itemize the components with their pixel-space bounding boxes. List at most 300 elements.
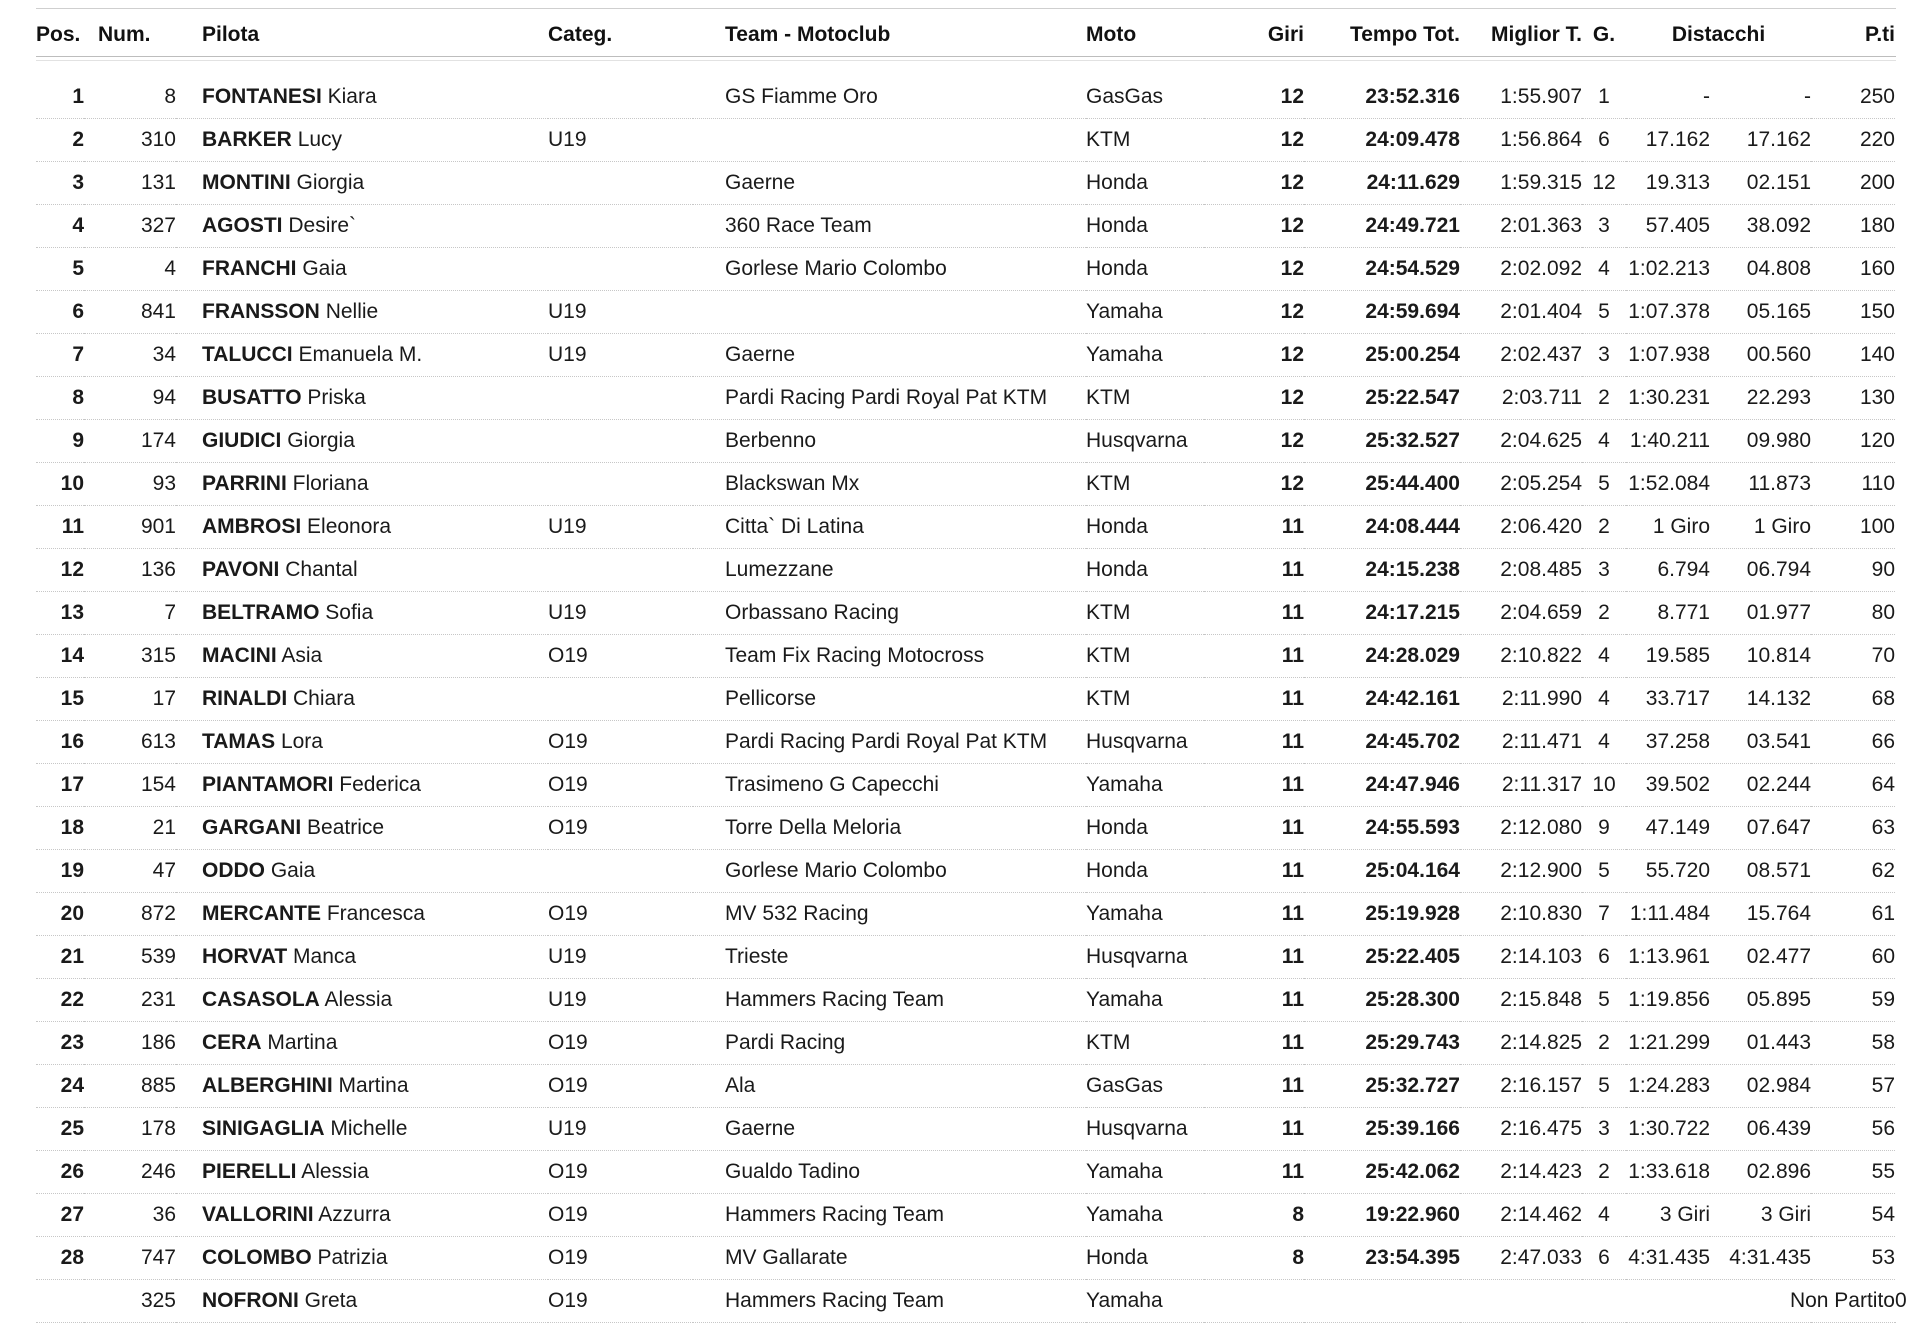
cell-distacco-precedente: 06.794 (1710, 549, 1811, 592)
cell-distacco-precedente: 11.873 (1710, 463, 1811, 506)
cell-num: 310 (84, 119, 176, 162)
pilot-name: Greta (304, 1289, 358, 1312)
cell-punti: 66 (1811, 721, 1895, 764)
cell-pilota (176, 592, 548, 635)
results-body (36, 56, 1907, 1323)
cell-num: 131 (84, 162, 176, 205)
cell-distacco-precedente: 15.764 (1710, 893, 1811, 936)
cell-distacco-primo: 17.162 (1626, 119, 1710, 162)
cell-moto: Honda (1086, 1237, 1204, 1280)
cell-pos: 15 (36, 678, 84, 721)
cell-giri: 12 (1204, 420, 1304, 463)
cell-team: Ala (693, 1065, 1086, 1108)
cell-giri: 11 (1204, 1108, 1304, 1151)
cell-tempo: 25:29.743 (1304, 1022, 1460, 1065)
cell-categ: O19 (548, 764, 693, 807)
pilot-name: Asia (281, 644, 323, 667)
cell-punti: 90 (1811, 549, 1895, 592)
pilot-name: Desire` (288, 214, 357, 237)
cell-pilota (176, 893, 548, 936)
cell-distacco-precedente: 07.647 (1710, 807, 1811, 850)
pilot-name: Alessia (301, 1160, 369, 1183)
pilot-surname: TALUCCI (202, 343, 293, 366)
cell-pilota (176, 1022, 548, 1065)
cell-miglior: 2:04.625 (1460, 420, 1582, 463)
table-row (36, 635, 1896, 678)
cell-categ: O19 (548, 1194, 693, 1237)
cell-pos: 12 (36, 549, 84, 592)
cell-punti: 60 (1811, 936, 1895, 979)
cell-punti: 180 (1811, 205, 1895, 248)
cell-giri: 12 (1204, 248, 1304, 291)
cell-miglior: 2:01.363 (1460, 205, 1582, 248)
cell-tempo: 25:44.400 (1304, 463, 1460, 506)
cell-categ (548, 420, 693, 463)
cell-giri: 12 (1204, 463, 1304, 506)
cell-giri: 11 (1204, 764, 1304, 807)
cell-pilota (176, 506, 548, 549)
cell-giri: 11 (1204, 506, 1304, 549)
cell-moto: Honda (1086, 506, 1204, 549)
cell-g: 3 (1582, 334, 1626, 377)
pilot-surname: MACINI (202, 644, 277, 667)
cell-num: 872 (84, 893, 176, 936)
cell-giri: 11 (1204, 936, 1304, 979)
cell-giri: 11 (1204, 635, 1304, 678)
cell-pos: 19 (36, 850, 84, 893)
cell-giri: 12 (1204, 377, 1304, 420)
cell-miglior: 2:11.317 (1460, 764, 1582, 807)
cell-categ: O19 (548, 721, 693, 764)
cell-g: 2 (1582, 1151, 1626, 1194)
cell-pilota (176, 764, 548, 807)
cell-distacco-primo: 1 Giro (1626, 506, 1710, 549)
race-results-table (36, 14, 1907, 1323)
cell-distacco-precedente: 06.439 (1710, 1108, 1811, 1151)
cell-distacco-precedente: - (1710, 76, 1811, 119)
cell-categ (548, 162, 693, 205)
cell-num: 841 (84, 291, 176, 334)
cell-g: 2 (1582, 592, 1626, 635)
cell-punti: 55 (1811, 1151, 1895, 1194)
pilot-name: Alessia (324, 988, 393, 1011)
cell-team: Pardi Racing (693, 1022, 1086, 1065)
cell-distacco-primo: 1:24.283 (1626, 1065, 1710, 1108)
cell-distacco-precedente: 05.895 (1710, 979, 1811, 1022)
cell-team (693, 119, 1086, 162)
cell-distacco-precedente: 14.132 (1710, 678, 1811, 721)
cell-pilota (176, 721, 548, 764)
cell-num: 327 (84, 205, 176, 248)
cell-categ: U19 (548, 592, 693, 635)
cell-g: 4 (1582, 678, 1626, 721)
cell-distacco-precedente: 01.443 (1710, 1022, 1811, 1065)
cell-g: 4 (1582, 248, 1626, 291)
cell-giri: 11 (1204, 549, 1304, 592)
cell-categ (548, 248, 693, 291)
pilot-surname: BUSATTO (202, 386, 302, 409)
cell-distacco-precedente: 02.896 (1710, 1151, 1811, 1194)
cell-punti: 130 (1811, 377, 1895, 420)
table-row (36, 1022, 1896, 1065)
cell-distacco-primo: 1:33.618 (1626, 1151, 1710, 1194)
cell-team: Trieste (693, 936, 1086, 979)
cell-distacco-precedente: 08.571 (1710, 850, 1811, 893)
cell-miglior: 2:14.825 (1460, 1022, 1582, 1065)
cell-team: Citta` Di Latina (693, 506, 1086, 549)
pilot-surname: MONTINI (202, 171, 291, 194)
header-team: Team - Motoclub (725, 23, 891, 46)
cell-pos: 26 (36, 1151, 84, 1194)
cell-moto: Honda (1086, 162, 1204, 205)
cell-distacco-primo: 39.502 (1626, 764, 1710, 807)
cell-giri: 12 (1204, 334, 1304, 377)
cell-pilota (176, 291, 548, 334)
cell-pilota (176, 936, 548, 979)
cell-num: 315 (84, 635, 176, 678)
header-spacer (36, 56, 1896, 76)
cell-moto: Yamaha (1086, 291, 1204, 334)
cell-pos: 21 (36, 936, 84, 979)
cell-categ: U19 (548, 1108, 693, 1151)
cell-moto: Husqvarna (1086, 420, 1204, 463)
table-row (36, 1151, 1896, 1194)
cell-distacco-precedente: 04.808 (1710, 248, 1811, 291)
cell-g: 6 (1582, 119, 1626, 162)
cell-punti: 58 (1811, 1022, 1895, 1065)
top-rule (36, 8, 1896, 9)
cell-g: 9 (1582, 807, 1626, 850)
pilot-surname: PIANTAMORI (202, 773, 334, 796)
cell-g: 3 (1582, 1108, 1626, 1151)
cell-tempo: 24:17.215 (1304, 592, 1460, 635)
cell-giri: 12 (1204, 205, 1304, 248)
pilot-surname: FRANSSON (202, 300, 320, 323)
cell-team: Team Fix Racing Motocross (693, 635, 1086, 678)
pilot-name: Nellie (325, 300, 379, 323)
cell-giri: 12 (1204, 291, 1304, 334)
cell-categ: O19 (548, 893, 693, 936)
pilot-name: Azzurra (318, 1203, 391, 1226)
cell-pilota (176, 248, 548, 291)
cell-num: 154 (84, 764, 176, 807)
pilot-surname: VALLORINI (202, 1203, 314, 1226)
cell-pilota (176, 205, 548, 248)
cell-giri (1204, 1280, 1304, 1323)
cell-team: Gaerne (693, 1108, 1086, 1151)
cell-distacco-primo: 1:30.722 (1626, 1108, 1710, 1151)
cell-miglior (1460, 1280, 1582, 1323)
cell-g: 5 (1582, 1065, 1626, 1108)
cell-pos: 1 (36, 76, 84, 119)
header-moto: Moto (1086, 23, 1137, 46)
cell-distacco-primo: 37.258 (1626, 721, 1710, 764)
cell-moto: Yamaha (1086, 764, 1204, 807)
cell-num: 7 (84, 592, 176, 635)
cell-num: 36 (84, 1194, 176, 1237)
table-row (36, 893, 1896, 936)
cell-tempo: 24:47.946 (1304, 764, 1460, 807)
cell-distacco-primo: 1:07.378 (1626, 291, 1710, 334)
cell-distacco-primo: 1:07.938 (1626, 334, 1710, 377)
cell-team: Pellicorse (693, 678, 1086, 721)
cell-miglior: 2:05.254 (1460, 463, 1582, 506)
cell-num: 17 (84, 678, 176, 721)
table-row (36, 334, 1896, 377)
cell-categ (548, 76, 693, 119)
cell-punti: 110 (1811, 463, 1895, 506)
header-distacchi: Distacchi (1671, 23, 1766, 46)
pilot-name: Emanuela M. (298, 343, 423, 366)
cell-moto: Husqvarna (1086, 721, 1204, 764)
header-pilota: Pilota (202, 23, 260, 46)
cell-pos: 27 (36, 1194, 84, 1237)
cell-categ: U19 (548, 936, 693, 979)
table-row (36, 76, 1896, 119)
cell-team: Gorlese Mario Colombo (693, 850, 1086, 893)
cell-punti: 63 (1811, 807, 1895, 850)
cell-categ (548, 678, 693, 721)
cell-miglior: 2:06.420 (1460, 506, 1582, 549)
cell-pilota (176, 1151, 548, 1194)
status-non-partito: Non Partito (1582, 1280, 1895, 1323)
cell-moto: KTM (1086, 592, 1204, 635)
table-row-non-partito (36, 1280, 1896, 1323)
cell-moto: Honda (1086, 248, 1204, 291)
cell-team: Hammers Racing Team (693, 1194, 1086, 1237)
cell-g: 1 (1582, 76, 1626, 119)
cell-g: 4 (1582, 635, 1626, 678)
cell-giri: 11 (1204, 979, 1304, 1022)
cell-distacco-precedente: 10.814 (1710, 635, 1811, 678)
cell-pilota (176, 979, 548, 1022)
table-row (36, 807, 1896, 850)
cell-team: Torre Della Meloria (693, 807, 1086, 850)
cell-distacco-primo: 4:31.435 (1626, 1237, 1710, 1280)
cell-pilota (176, 549, 548, 592)
cell-moto: Honda (1086, 549, 1204, 592)
pilot-surname: TAMAS (202, 730, 276, 753)
cell-moto: Yamaha (1086, 1194, 1204, 1237)
cell-punti: 200 (1811, 162, 1895, 205)
cell-giri: 11 (1204, 893, 1304, 936)
cell-categ: U19 (548, 979, 693, 1022)
cell-num: 8 (84, 76, 176, 119)
cell-pilota (176, 678, 548, 721)
cell-tempo: 24:55.593 (1304, 807, 1460, 850)
cell-pos: 8 (36, 377, 84, 420)
cell-tempo: 24:45.702 (1304, 721, 1460, 764)
cell-categ: O19 (548, 1022, 693, 1065)
cell-pos: 22 (36, 979, 84, 1022)
pilot-name: Eleonora (307, 515, 392, 538)
cell-g: 6 (1582, 1237, 1626, 1280)
table-row (36, 1065, 1896, 1108)
table-row (36, 1237, 1896, 1280)
header-num: Num. (98, 23, 151, 46)
cell-pos: 9 (36, 420, 84, 463)
cell-num: 93 (84, 463, 176, 506)
cell-pilota (176, 1108, 548, 1151)
cell-g: 2 (1582, 1022, 1626, 1065)
cell-team: Gualdo Tadino (693, 1151, 1086, 1194)
table-row (36, 1194, 1896, 1237)
cell-miglior: 1:55.907 (1460, 76, 1582, 119)
cell-miglior: 2:14.462 (1460, 1194, 1582, 1237)
pilot-surname: AGOSTI (202, 214, 283, 237)
cell-pos: 10 (36, 463, 84, 506)
cell-team: MV Gallarate (693, 1237, 1086, 1280)
cell-team: Orbassano Racing (693, 592, 1086, 635)
cell-g: 5 (1582, 850, 1626, 893)
cell-categ (548, 549, 693, 592)
cell-team: Blackswan Mx (693, 463, 1086, 506)
pilot-surname: BARKER (202, 128, 292, 151)
cell-moto: Honda (1086, 850, 1204, 893)
table-row (36, 549, 1896, 592)
table-row (36, 764, 1896, 807)
header-giri: Giri (1267, 23, 1304, 46)
cell-punti: 160 (1811, 248, 1895, 291)
cell-distacco-precedente: 00.560 (1710, 334, 1811, 377)
cell-miglior: 2:14.423 (1460, 1151, 1582, 1194)
cell-pos: 16 (36, 721, 84, 764)
cell-giri: 11 (1204, 1151, 1304, 1194)
cell-distacco-precedente: 03.541 (1710, 721, 1811, 764)
cell-distacco-precedente: 01.977 (1710, 592, 1811, 635)
cell-miglior: 2:11.990 (1460, 678, 1582, 721)
cell-pos: 6 (36, 291, 84, 334)
pilot-name: Lora (280, 730, 323, 753)
pilot-name: Kiara (327, 85, 377, 108)
cell-tempo: 25:39.166 (1304, 1108, 1460, 1151)
cell-num: 174 (84, 420, 176, 463)
cell-miglior: 1:59.315 (1460, 162, 1582, 205)
cell-pilota (176, 807, 548, 850)
table-row (36, 979, 1896, 1022)
cell-pos: 5 (36, 248, 84, 291)
cell-distacco-precedente: 22.293 (1710, 377, 1811, 420)
cell-distacco-precedente: 02.244 (1710, 764, 1811, 807)
cell-pos: 28 (36, 1237, 84, 1280)
cell-pos: 7 (36, 334, 84, 377)
cell-distacco-primo: 1:40.211 (1626, 420, 1710, 463)
cell-team: 360 Race Team (693, 205, 1086, 248)
cell-moto: Yamaha (1086, 1151, 1204, 1194)
header-pos: Pos. (36, 23, 81, 46)
cell-moto: Husqvarna (1086, 1108, 1204, 1151)
cell-g: 5 (1582, 979, 1626, 1022)
cell-categ: O19 (548, 1065, 693, 1108)
cell-miglior: 2:47.033 (1460, 1237, 1582, 1280)
pilot-name: Gaia (302, 257, 347, 280)
cell-miglior: 2:10.830 (1460, 893, 1582, 936)
table-row (36, 506, 1896, 549)
pilot-surname: NOFRONI (202, 1289, 299, 1312)
cell-tempo: 25:32.527 (1304, 420, 1460, 463)
pilot-name: Gaia (270, 859, 316, 882)
cell-distacco-precedente: 02.151 (1710, 162, 1811, 205)
cell-pilota (176, 1237, 548, 1280)
cell-num: 4 (84, 248, 176, 291)
cell-pos: 3 (36, 162, 84, 205)
cell-pilota (176, 635, 548, 678)
cell-miglior: 2:11.471 (1460, 721, 1582, 764)
cell-team: Trasimeno G Capecchi (693, 764, 1086, 807)
cell-tempo: 25:32.727 (1304, 1065, 1460, 1108)
cell-punti: 53 (1811, 1237, 1895, 1280)
cell-num: 325 (84, 1280, 176, 1323)
cell-distacco-precedente: 4:31.435 (1710, 1237, 1811, 1280)
cell-pos: 2 (36, 119, 84, 162)
cell-miglior: 1:56.864 (1460, 119, 1582, 162)
cell-categ: O19 (548, 1151, 693, 1194)
cell-miglior: 2:16.475 (1460, 1108, 1582, 1151)
cell-tempo: 25:04.164 (1304, 850, 1460, 893)
cell-distacco-primo: 1:02.213 (1626, 248, 1710, 291)
table-row (36, 936, 1896, 979)
pilot-name: Michelle (330, 1117, 408, 1140)
table-row (36, 463, 1896, 506)
cell-num: 747 (84, 1237, 176, 1280)
cell-distacco-precedente: 05.165 (1710, 291, 1811, 334)
cell-team: Gaerne (693, 334, 1086, 377)
cell-tempo: 24:15.238 (1304, 549, 1460, 592)
cell-pilota (176, 850, 548, 893)
pilot-surname: PAVONI (202, 558, 280, 581)
cell-distacco-primo: 1:30.231 (1626, 377, 1710, 420)
cell-categ: U19 (548, 334, 693, 377)
cell-moto: Husqvarna (1086, 936, 1204, 979)
cell-num: 246 (84, 1151, 176, 1194)
cell-tempo: 24:08.444 (1304, 506, 1460, 549)
cell-categ (548, 463, 693, 506)
cell-g: 4 (1582, 1194, 1626, 1237)
cell-miglior: 2:15.848 (1460, 979, 1582, 1022)
cell-categ: O19 (548, 1237, 693, 1280)
cell-distacco-precedente: 1 Giro (1710, 506, 1811, 549)
cell-distacco-primo: 33.717 (1626, 678, 1710, 721)
cell-moto: KTM (1086, 119, 1204, 162)
cell-moto: Honda (1086, 807, 1204, 850)
cell-team: Lumezzane (693, 549, 1086, 592)
cell-categ (548, 377, 693, 420)
pilot-name: Sofia (325, 601, 374, 624)
cell-punti: 57 (1811, 1065, 1895, 1108)
pilot-surname: ODDO (202, 859, 265, 882)
cell-pilota (176, 1280, 548, 1323)
cell-pos: 13 (36, 592, 84, 635)
pilot-name: Giorgia (296, 171, 365, 194)
cell-pos: 17 (36, 764, 84, 807)
cell-g: 10 (1582, 764, 1626, 807)
pilot-name: Floriana (292, 472, 369, 495)
cell-giri: 11 (1204, 850, 1304, 893)
cell-distacco-precedente: 02.984 (1710, 1065, 1811, 1108)
cell-tempo: 23:54.395 (1304, 1237, 1460, 1280)
cell-g: 4 (1582, 721, 1626, 764)
cell-moto: KTM (1086, 377, 1204, 420)
cell-num: 186 (84, 1022, 176, 1065)
cell-miglior: 2:14.103 (1460, 936, 1582, 979)
cell-num: 136 (84, 549, 176, 592)
table-row (36, 1108, 1896, 1151)
cell-categ: U19 (548, 119, 693, 162)
cell-tempo: 24:09.478 (1304, 119, 1460, 162)
cell-moto: GasGas (1086, 1065, 1204, 1108)
cell-tempo: 19:22.960 (1304, 1194, 1460, 1237)
pilot-surname: SINIGAGLIA (202, 1117, 325, 1140)
